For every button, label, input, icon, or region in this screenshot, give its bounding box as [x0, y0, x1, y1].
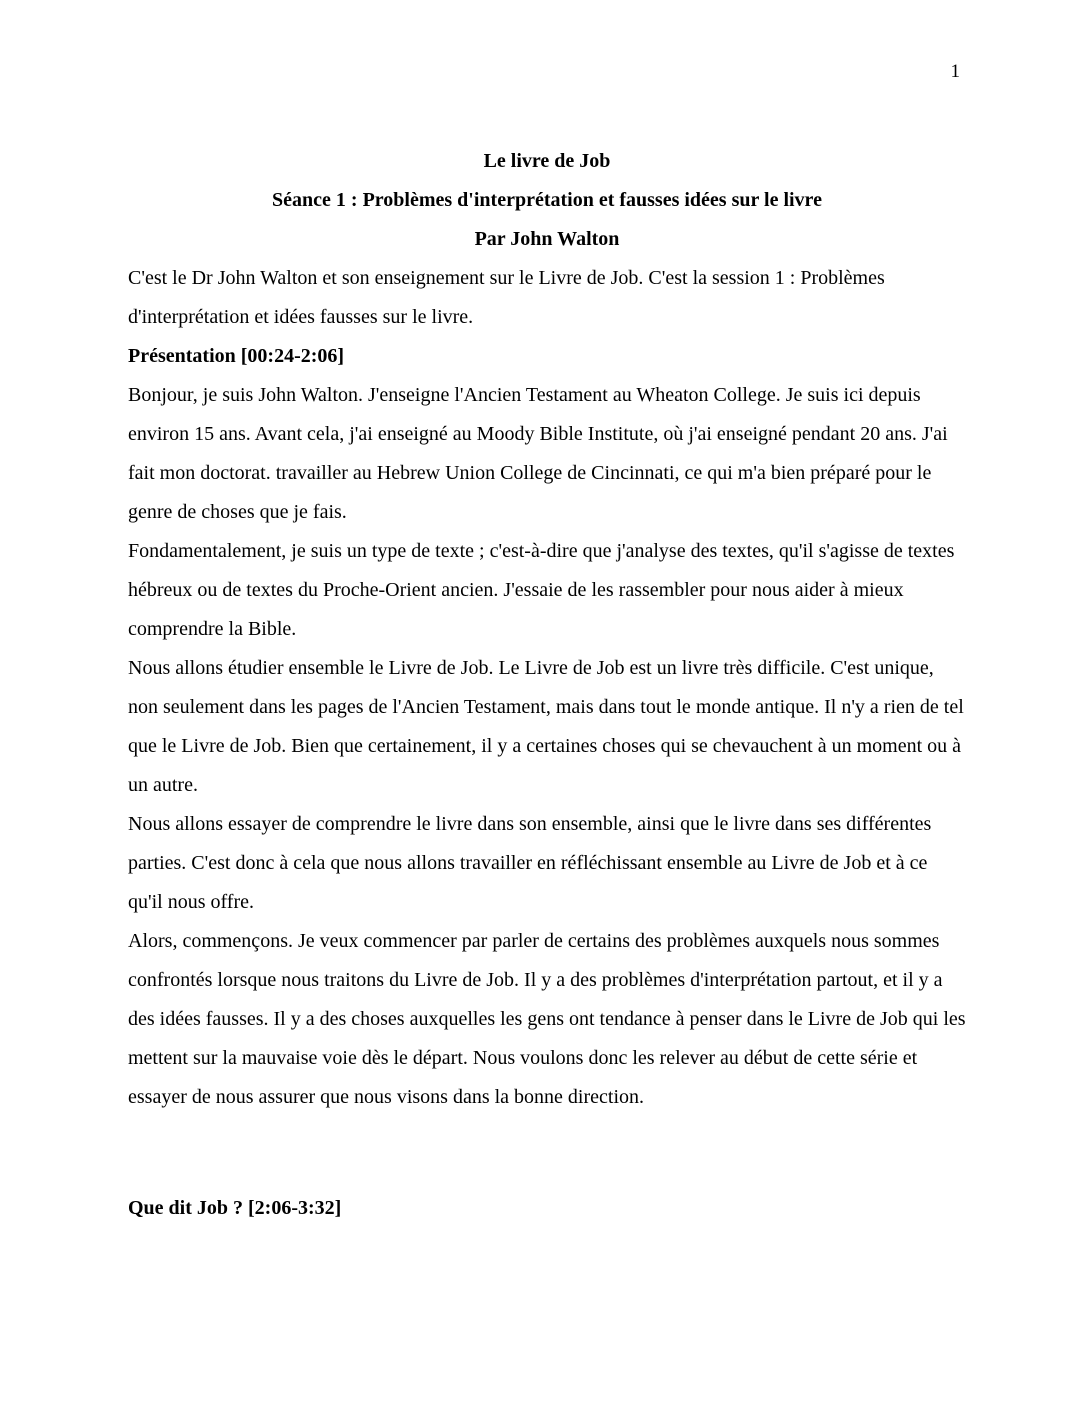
section-heading-presentation: Présentation [00:24-2:06]	[128, 345, 345, 367]
paragraph: Nous allons essayer de comprendre le livre dans son ensemble, ainsi que le livre dans ses différentes parties. C'est donc à cela que nous allons travailler en réfléchissant ensemble au Livre de Job et à ce qu'il nous offre.	[128, 813, 932, 913]
paragraph: Alors, commençons. Je veux commencer par parler de certains des problèmes auxquels nous sommes confrontés lorsque nous traitons du Livre de Job. Il y a des problèmes d'interprétation partout, et il y a des idées fausses. Il y a des choses auxquelles les gens ont tendance à penser dans le Livre de Job qui les mettent sur la mauvaise voie dès le départ. Nous voulons donc les relever au début de cette série et essayer de nous assurer que nous visons dans la bonne direction.	[128, 930, 966, 1108]
author-line: Par John Walton	[474, 228, 620, 250]
document-content	[128, 142, 966, 1228]
blank-space	[128, 1117, 966, 1189]
page-number: 1	[950, 61, 960, 82]
intro-paragraph: C'est le Dr John Walton et son enseignement sur le Livre de Job. C'est la session 1 : Problèmes d'interprétation et idées fausses sur le livre.	[128, 267, 885, 328]
paragraph: Bonjour, je suis John Walton. J'enseigne l'Ancien Testament au Wheaton College. Je suis ici depuis environ 15 ans. Avant cela, j'ai enseigné au Moody Bible Institute, où j'ai enseigné pendant 20 ans. J'ai fait mon doctorat. travailler au Hebrew Union College de Cincinnati, ce qui m'a bien préparé pour le genre de choses que je fais.	[128, 384, 948, 523]
document-title: Le livre de Job	[483, 150, 611, 172]
paragraph: Nous allons étudier ensemble le Livre de Job. Le Livre de Job est un livre très difficile. C'est unique, non seulement dans les pages de l'Ancien Testament, mais dans tout le monde antique. Il n'y a rien de tel que le Livre de Job. Bien que certainement, il y a certaines choses qui se chevauchent à un moment ou à un autre.	[128, 657, 964, 796]
section-heading-que-dit-job: Que dit Job ? [2:06-3:32]	[128, 1197, 342, 1219]
session-title: Séance 1 : Problèmes d'interprétation et fausses idées sur le livre	[272, 189, 822, 211]
paragraph: Fondamentalement, je suis un type de texte ; c'est-à-dire que j'analyse des textes, qu'il s'agisse de textes hébreux ou de textes du Proche-Orient ancien. J'essaie de les rassembler pour nous aider à mieux comprendre la Bible.	[128, 540, 955, 640]
